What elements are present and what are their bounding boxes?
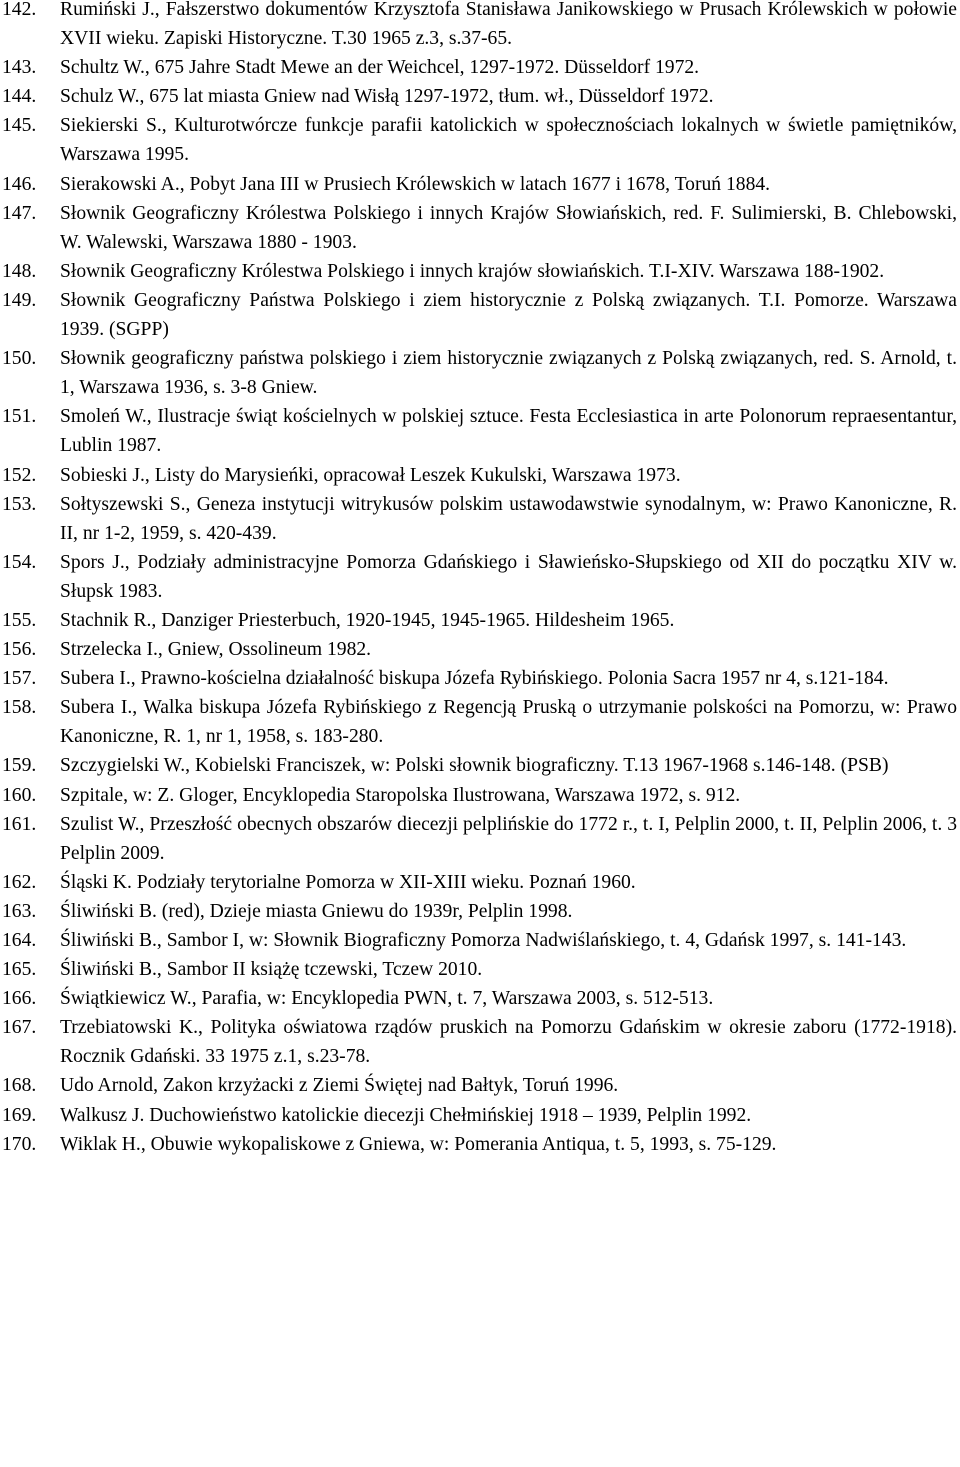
entry-number: 170. [2,1133,37,1155]
entry-number: 157. [2,668,37,690]
entry-text: Siekierski S., Kulturotwórcze funkcje parafii katolickich w społecznościach lokalnych w świetle pamiętników, Warszawa 1995. [60,115,957,166]
entry-number: 155. [2,609,37,631]
entry-text: Szpitale, w: Z. Gloger, Encyklopedia Staropolska Ilustrowana, Warszawa 1972, s. 912. [60,784,741,806]
entry-number: 154. [2,551,37,573]
entry-number: 152. [2,464,37,486]
entry-number: 166. [2,988,37,1010]
entry-text: Sierakowski A., Pobyt Jana III w Prusiech Królewskich w latach 1677 i 1678, Toruń 1884. [60,173,771,195]
entry-text: Słownik Geograficzny Państwa Polskiego i ziem historycznie z Polską związanych. T.I. Pomorze. Warszawa 1939. (SGPP) [60,289,957,341]
entry-number: 163. [2,900,37,922]
entry-text: Szulist W., Przeszłość obecnych obszarów diecezji pelplińskie do 1772 r., t. I, Pelplin 2000, t. II, Pelplin 2006, t. 3 Pelplin 2009. [60,813,957,864]
bibliography-entry [2,170,957,199]
entry-text: Stachnik R., Danziger Priesterbuch, 1920-1945, 1945-1965. Hildesheim 1965. [60,609,675,631]
entry-text: Śląski K. Podziały terytorialne Pomorza w XII-XIII wieku. Poznań 1960. [60,871,636,893]
entry-text: Subera I., Prawno-kościelna działalność biskupa Józefa Rybińskiego. Polonia Sacra 1957 nr 4, s.121-184. [60,668,889,690]
bibliography-page [2,0,957,1159]
bibliography-entry [2,664,957,693]
bibliography-entry [2,53,957,82]
entry-number: 145. [2,115,37,137]
entry-text: Szczygielski W., Kobielski Franciszek, w: Polski słownik biograficzny. T.13 1967-1968 s.146-148. (PSB) [60,755,889,777]
entry-number: 153. [2,493,37,515]
bibliography-entry [2,286,957,344]
entry-text: Spors J., Podziały administracyjne Pomorza Gdańskiego i Sławieńsko-Słupskiego od XII do początku XIV w. Słupsk 1983. [60,551,957,602]
entry-number: 143. [2,57,37,79]
entry-number: 160. [2,784,37,806]
entry-number: 148. [2,260,37,282]
bibliography-entry [2,461,957,490]
entry-number: 169. [2,1104,37,1126]
entry-text: Wiklak H., Obuwie wykopaliskowe z Gniewa, w: Pomerania Antiqua, t. 5, 1993, s. 75-129. [60,1133,777,1155]
bibliography-entry [2,810,957,868]
bibliography-entry [2,606,957,635]
entry-text: Śliwiński B. (red), Dzieje miasta Gniewu do 1939r, Pelplin 1998. [60,900,573,922]
bibliography-entry [2,693,957,751]
bibliography-entry [2,1130,957,1159]
entry-text: Schultz W., 675 Jahre Stadt Mewe an der Weichcel, 1297-1972. Düsseldorf 1972. [60,57,700,79]
entry-number: 161. [2,813,37,835]
bibliography-entry [2,402,957,460]
bibliography-entry [2,751,957,780]
entry-text: Sołtyszewski S., Geneza instytucji witrykusów polskim ustawodawstwie synodalnym, w: Prawo Kanoniczne, R. II, nr 1-2, 1959, s. 420-439. [60,493,957,544]
entry-text: Słownik Geograficzny Królestwa Polskiego i innych krajów słowiańskich. T.I-XIV. Warszawa 188-1902. [60,260,885,282]
bibliography-entry [2,955,957,984]
entry-number: 158. [2,697,37,719]
entry-number: 149. [2,289,37,311]
entry-text: Rumiński J., Fałszerstwo dokumentów Krzysztofa Stanisława Janikowskiego w Prusach Królewskich w połowie XVII wieku. Zapiski Historyczne. T.30 1965 z.3, s.37-65. [60,0,957,50]
entry-text: Subera I., Walka biskupa Józefa Rybińskiego z Regencją Pruską o utrzymanie polskości na Pomorzu, w: Prawo Kanoniczne, R. 1, nr 1, 1958, s. 183-280. [60,697,957,748]
entry-text: Strzelecka I., Gniew, Ossolineum 1982. [60,639,372,661]
entry-number: 159. [2,755,37,777]
bibliography-entry [2,984,957,1013]
entry-number: 156. [2,639,37,661]
entry-text: Słownik Geograficzny Królestwa Polskiego i innych Krajów Słowiańskich, red. F. Sulimierski, B. Chlebowski, W. Walewski, Warszawa 1880 - 1903. [60,202,957,253]
bibliography-entry [2,897,957,926]
entry-number: 150. [2,348,37,370]
bibliography-entry [2,926,957,955]
entry-text: Sobieski J., Listy do Marysieńki, opracował Leszek Kukulski, Warszawa 1973. [60,464,681,486]
entry-text: Świątkiewicz W., Parafia, w: Encyklopedia PWN, t. 7, Warszawa 2003, s. 512-513. [60,988,714,1010]
bibliography-entry [2,490,957,548]
bibliography-entry [2,1013,957,1071]
bibliography-entry [2,781,957,810]
bibliography-entry [2,257,957,286]
bibliography-entry [2,82,957,111]
bibliography-entry [2,0,957,53]
entry-text: Smoleń W., Ilustracje świąt kościelnych w polskiej sztuce. Festa Ecclesiastica in arte Polonorum repraesentantur, Lublin 1987. [60,406,957,457]
entry-number: 164. [2,930,37,951]
bibliography-entry [2,111,957,169]
entry-number: 144. [2,86,37,108]
entry-text: Śliwiński B., Sambor I, w: Słownik Biograficzny Pomorza Nadwiślańskiego, t. 4, Gdańsk 1997, s. 141-143. [60,930,907,951]
entry-number: 151. [2,406,37,428]
entry-text: Udo Arnold, Zakon krzyżacki z Ziemi Świętej nad Bałtyk, Toruń 1996. [60,1075,619,1097]
bibliography-entry [2,1101,957,1130]
entry-number: 142. [2,0,37,20]
entry-number: 147. [2,202,37,224]
entry-text: Słownik geograficzny państwa polskiego i ziem historycznie związanych z Polską związanych, red. S. Arnold, t. 1, Warszawa 1936, s. 3-8 Gniew. [60,348,957,399]
bibliography-entry [2,199,957,257]
bibliography-entry [2,1071,957,1100]
entry-number: 162. [2,871,37,893]
entry-number: 165. [2,959,37,981]
entry-number: 168. [2,1075,37,1097]
entry-text: Śliwiński B., Sambor II książę tczewski, Tczew 2010. [60,959,483,981]
bibliography-entry [2,344,957,402]
entry-number: 146. [2,173,37,195]
entry-text: Walkusz J. Duchowieństwo katolickie diecezji Chełmińskiej 1918 – 1939, Pelplin 1992. [60,1104,752,1126]
bibliography-entry [2,548,957,606]
entry-number: 167. [2,1017,37,1039]
entry-text: Trzebiatowski K., Polityka oświatowa rządów pruskich na Pomorzu Gdańskim w okresie zaboru (1772-1918). Rocznik Gdański. 33 1975 z.1, s.23-78. [60,1017,957,1068]
bibliography-entry [2,868,957,897]
bibliography-entry [2,635,957,664]
entry-text: Schulz W., 675 lat miasta Gniew nad Wisłą 1297-1972, tłum. wł., Düsseldorf 1972. [60,86,714,108]
